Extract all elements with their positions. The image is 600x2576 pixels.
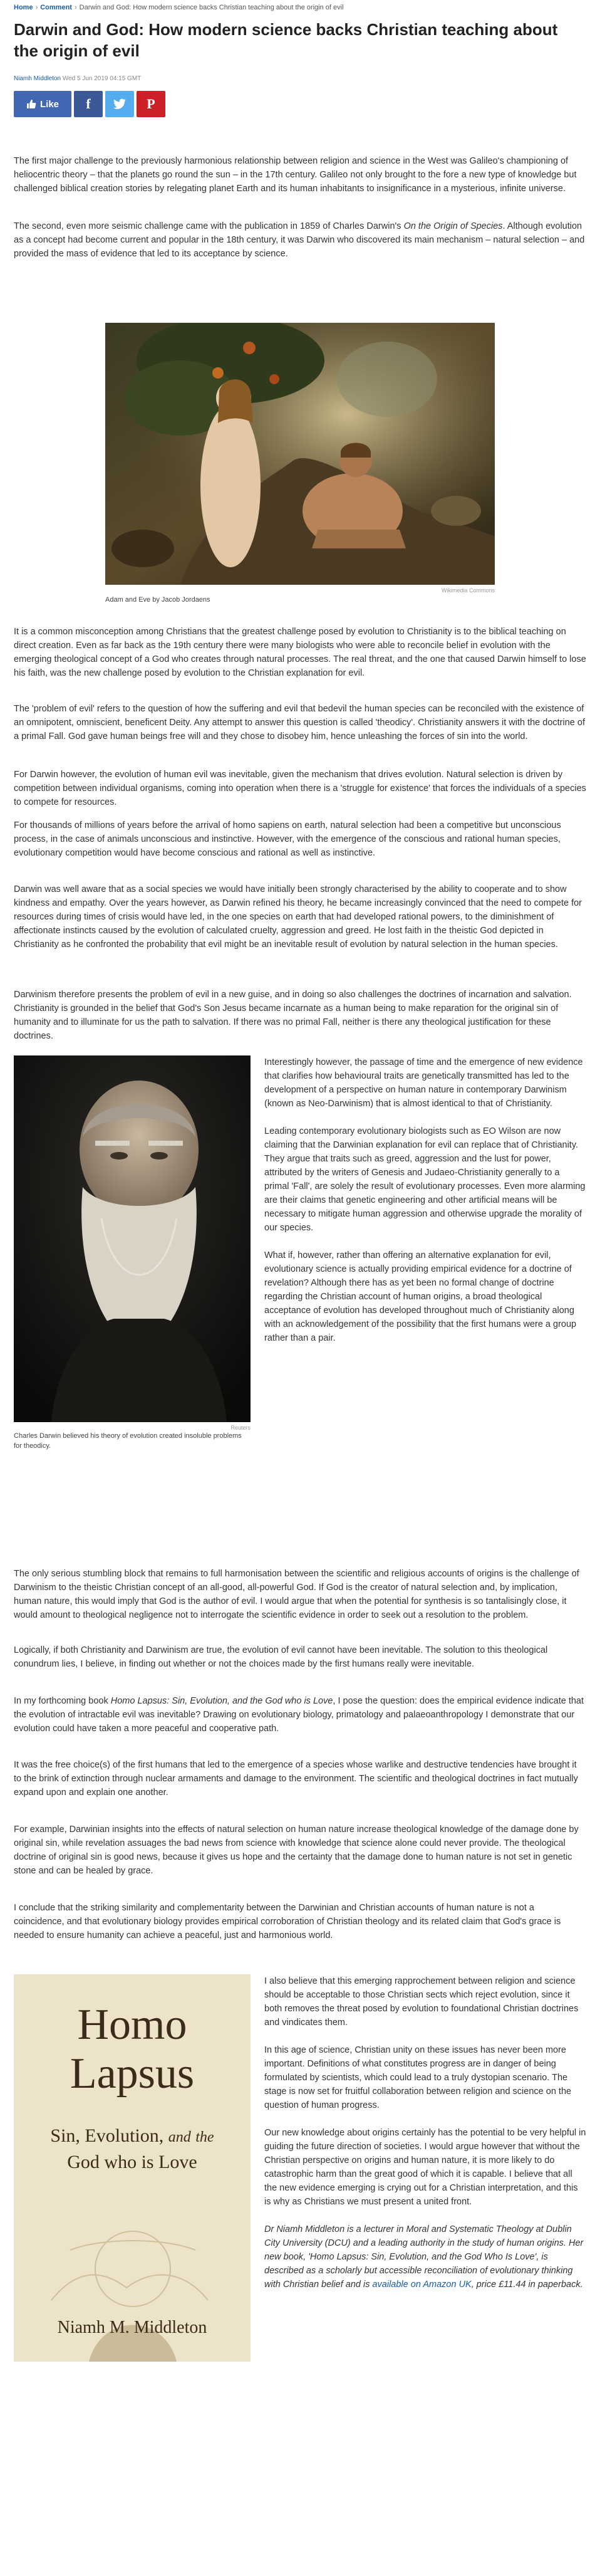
like-button[interactable] (14, 91, 71, 117)
paragraph: Darwinism therefore presents the problem of evil in a new guise, and in doing so also challenges the doctrines of incarnation and salvation. Christianity is grounded in the belief that God's Son Jesus became incarnate as a human being to make reparation for the original sin of humanity and to illuminate for us the path to salvation. If there was no primal Fall, neither is there any theological justification for these doctrines. (14, 990, 572, 1041)
breadcrumb-current: Darwin and God: How modern science backs Christian teaching about the origin of evil (79, 4, 344, 11)
paragraph: What if, however, rather than offering an alternative explanation for evil, evolutionary science is actually providing empirical evidence for a doctrine of revelation? Although there has as yet been no formal change of doctrine regarding the Christian account of human origins, a broad theological acceptance of evolution has developed throughout much of Christianity along with an acknowledgement of the possibility that the first humans were a group rather than a pair. (264, 1250, 577, 1343)
book-author: Niamh M. Middleton (57, 2318, 207, 2337)
paragraph: Interestingly however, the passage of time and the emergence of new evidence that clarifies how behavioural traits are genetically transmitted has led to the development of a perspective on human nature in contemporary Darwinism (known as Neo-Darwinism) that is almost identical to that of Christianity. (264, 1057, 583, 1109)
breadcrumb-section-link[interactable]: Comment (40, 4, 72, 11)
paragraph: It was the free choice(s) of the first humans that led to the emergence of a species whose warlike and destructive tendencies have brought it to the brink of extinction through nuclear armaments and damage to the environment. The scientific and theological doctrines in fact mutually expand upon and explain one another. (14, 1760, 578, 1798)
amazon-link[interactable]: available on Amazon UK (372, 2280, 472, 2290)
paragraph: It is a common misconception among Christians that the greatest challenge posed by evolution to Christianity is to the biblical teaching on direct creation. Even as far back as the 19th century there were many biologists who were able to reconcile belief in evolution with the emerging theological concept of a God who creates through natural processes. The real threat, and the one that caused Darwin himself to lose his faith, was the new challenge posed by evolution to the Christian explanation for evil. (14, 627, 586, 678)
publish-date: Wed 5 Jun 2019 04:15 GMT (62, 75, 142, 82)
paragraph: I conclude that the striking similarity and complementarity between the Darwinian and Christian accounts of human nature is not a coincidence, and that evolutionary biology provides empirical corroboration of Christian theology and its related claim that God's grace is needed to ensure humanity can achieve a peaceful, just and harmonious world. (14, 1903, 561, 1940)
paragraph: The first major challenge to the previously harmonious relationship between religion and science in the West was Galileo's championing of heliocentric theory – that the planets go round the sun – in the 17th century. Galileo not only brought to the fore a new type of knowledge but challenged biblical creation stories by relegating planet Earth and its human inhabitants to insignificance in a mysterious, infinite universe. (14, 156, 577, 194)
darwin-portrait (14, 1055, 251, 1422)
paragraph: Our new knowledge about origins certainly has the potential to be very helpful in guiding the future direction of societies. I would argue however that without the Christian perspective on origins and human nature, it is more likely to do catastrophic harm than the great good of which it is capable. I believe that all the new evidence emerging is crying out for a Christian interpretation, and this is why as Christians we must present a united front. (264, 2128, 586, 2207)
book-title-homo-lapsus: Homo Lapsus: Sin, Evolution, and the God who is Love (110, 1696, 333, 1706)
like-label: Like (39, 98, 59, 110)
paragraph: For example, Darwinian insights into the effects of natural selection on human nature increase theological knowledge of the damage done by original sin, while revelation assuages the bad news from science with knowledge that science alone could never provide. The theological doctrine of original sin is good news, because it gives us hope and the certainty that the damage done to human nature is not set in genetic stone and can be healed by grace. (14, 1825, 579, 1876)
paragraph: For thousands of millions of years before the arrival of homo sapiens on earth, natural selection had been a competitive but unconscious process, in the case of animals unconscious and instinctive. However, with the emergence of the conscious and rational human species, evolutionary competition would have become conscious and rational as well as instinctive. (14, 820, 561, 858)
figure-darwin (14, 1055, 251, 1451)
image-credit: Wikimedia Commons (441, 587, 495, 594)
image-credit: Reuters (230, 1425, 251, 1431)
breadcrumb-home-link[interactable]: Home (14, 4, 33, 11)
paragraph: Darwin was well aware that as a social species we would have initially been strongly characterised by the ability to cooperate and to show kindness and empathy. Over the years however, as Darwin refined his theory, he became increasingly convinced that the need to compete for resources during times of crisis would have led, in the one species on earth that had developed rational powers, to the diminishment of affectionate instincts caused by the evolution of calculated cruelty, aggression and greed. He lost faith in the theistic God depicted in Christianity as he confronted the probability that evil might be an inevitable result of evolution by natural selection in the human species. (14, 884, 582, 950)
twitter-share-button[interactable] (105, 91, 134, 117)
paragraph: The 'problem of evil' refers to the question of how the suffering and evil that bedevil the human species can be reconciled with the existence of an omnipotent, omniscient, beneficent Deity. Any attempt to answer this question is called 'theodicy'. Christianity answers it with the doctrine of a primal Fall. God gave human beings free will and they chose to disobey him, hence unleashing the forces of sin into the world. (14, 704, 585, 741)
twitter-icon (113, 98, 126, 110)
book-cover (14, 1974, 251, 2362)
share-bar (14, 91, 586, 117)
paragraph: The only serious stumbling block that remains to full harmonisation between the scientific and religious accounts of origins is the challenge of Darwinism to the theistic Christian concept of an all-good, all-powerful God. If God is the creator of natural selection and, by implication, human nature, this would imply that God is the author of evil. I would argue that when the potential for synthesis is so tantalisingly close, it would amount to theological negligence not to interrogate the scientific evidence in order to seek out a resolution to the problem. (14, 1569, 579, 1620)
article-title: Darwin and God: How modern science backs Christian teaching about the origin of evil (14, 20, 558, 60)
paragraph: In my forthcoming book Homo Lapsus: Sin, Evolution, and the God who is Love, I pose the question: does the empirical evidence indicate that the evolution of intractable evil was inevitable? Drawing on evolutionary biology, primatology and palaeoanthropology I demonstrate that our evolution could have taken a more peaceful and cooperative path. (14, 1696, 584, 1734)
author-link[interactable]: Niamh Middleton (14, 75, 61, 82)
paragraph: Leading contemporary evolutionary biologists such as EO Wilson are now claiming that the Darwinian explanation for evil can replace that of Christianity. They argue that traits such as greed, aggression and the lust for power, attributed by the writers of Genesis and Judaeo-Christianity generally to a primal 'Fall', are solely the result of evolutionary processes. Even more alarming are their claims that genetic engineering and other artificial means will be necessary to mitigate human aggression and otherwise upgrade the morality of our species. (264, 1126, 586, 1233)
paragraph: For Darwin however, the evolution of human evil was inevitable, given the mechanism that drives evolution. Natural selection is driven by competition between individual organisms, coming into operation when there is a 'struggle for existence' that forces the individuals of a species to compete for resources. (14, 770, 586, 807)
author-bio: Dr Niamh Middleton is a lecturer in Moral and Systematic Theology at Dublin City University (DCU) and a leading authority in the study of human origins. Her new book, 'Homo Lapsus: Sin, Evolution, and the God Who Is Love', is described as a scholarly but accessible reconciliation of evolutionary thinking with Christian belief and is available on Amazon UK, price £11.44 in paperback. (264, 2224, 584, 2290)
pinterest-icon: P (147, 96, 155, 112)
paragraph: The second, even more seismic challenge came with the publication in 1859 of Charles Darwin's On the Origin of Species. Although evolution as a concept had become current and popular in the 18th century, it was Darwin who discovered its main mechanism – natural selection – and provided the mass of evidence that led to its acceptance by science. (14, 221, 585, 259)
adam-eve-painting (105, 323, 495, 585)
image-caption: Adam and Eve by Jacob Jordaens (105, 596, 210, 604)
figure-adam-eve (105, 323, 495, 605)
darwin-section (14, 1055, 586, 1456)
paragraph: I also believe that this emerging rapprochement between religion and science should be acceptable to those Christian sects which reject evolution, since it both removes the threat posed by evolution to foundational Christian doctrines and vindicates them. (264, 1976, 579, 2028)
breadcrumb: Home › Comment › Darwin and God: How modern science backs Christian teaching about the origin of evil (14, 4, 344, 11)
book-subtitle: Sin, Evolution, and the God who is Love (50, 2125, 214, 2172)
byline (14, 75, 586, 82)
facebook-icon: f (86, 96, 91, 112)
book-title: Homo Lapsus (70, 2001, 195, 2098)
book-section (14, 1974, 586, 2367)
pinterest-share-button[interactable] (137, 91, 165, 117)
book-title-origin: On the Origin of Species (403, 221, 503, 231)
image-caption: Charles Darwin believed his theory of evolution created insoluble problems for theodicy. (14, 1432, 242, 1450)
paragraph: In this age of science, Christian unity on these issues has never been more important. Definitions of what constitutes progress are in danger of being formulated by scientists, which could lead to a truly dystopian scenario. The stage is now set for fruitful collaboration between religion and science on the question of human progress. (264, 2045, 572, 2110)
thumbs-up-icon (26, 99, 36, 109)
facebook-share-button[interactable] (74, 91, 103, 117)
paragraph: Logically, if both Christianity and Darwinism are true, the evolution of evil cannot have been inevitable. The solution to this theological conundrum lies, I believe, in finding out whether or not the choices made by the first humans really were inevitable. (14, 1645, 548, 1669)
